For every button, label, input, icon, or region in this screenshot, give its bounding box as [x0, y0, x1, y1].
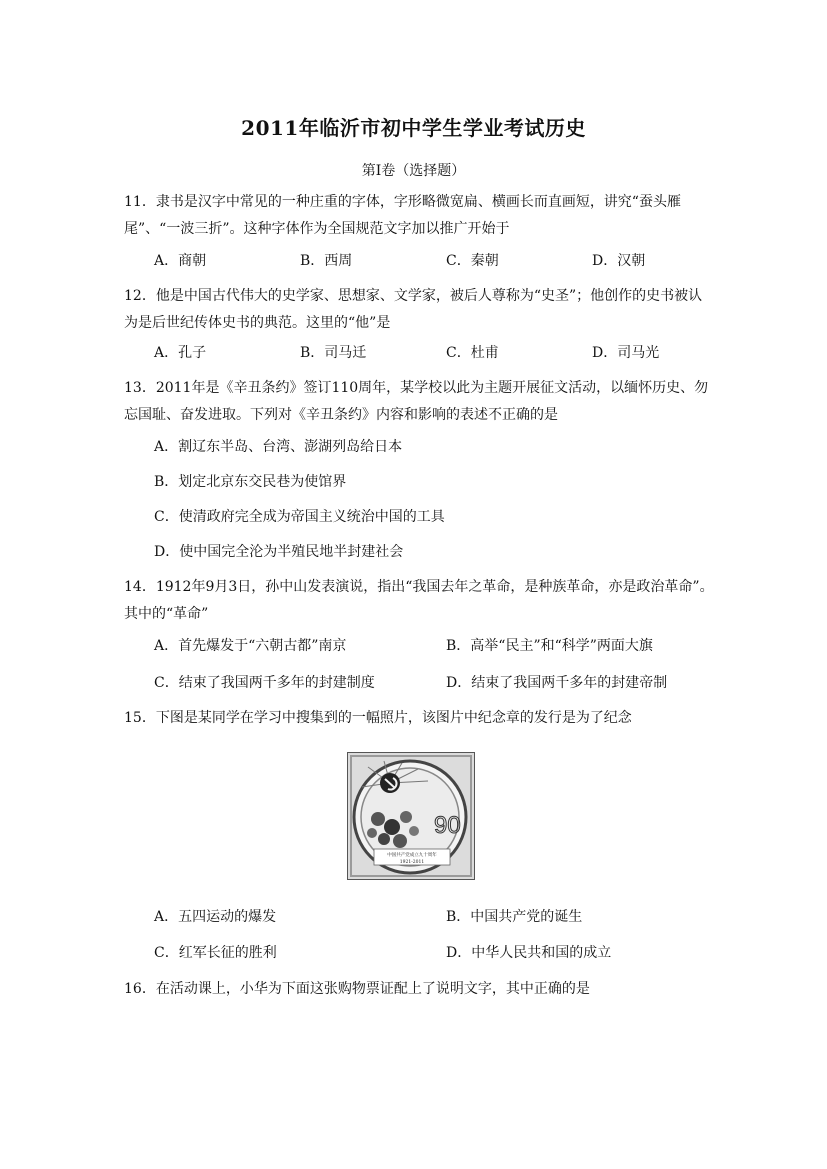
medal-drawing: [348, 753, 474, 879]
q13-option-d: D．使中国完全沦为半殖民地半封建社会: [154, 544, 404, 560]
q13-option-a: A．割辽东半岛、台湾、澎湖列岛给日本: [154, 439, 403, 455]
commemorative-medal-photo: [347, 752, 475, 880]
medal-years: 1921-2011: [399, 860, 425, 865]
question-14-stem: 14．1912年9月3日，孙中山发表演说，指出“我国去年之革命，是种族革命，亦是政治革命”。其中的“革命”: [124, 579, 714, 622]
question-11-stem: 11．隶书是汉字中常见的一种庄重的字体，字形略微宽扁、横画长而直画短，讲究“蚕头雁尾”、“一波三折”。这种字体作为全国规范文字加以推广开始于: [124, 194, 681, 237]
q12-option-b: B．司马迁: [300, 345, 367, 361]
medal-caption: 中国共产党成立九十周年: [387, 853, 437, 858]
q12-option-c: C．杜甫: [446, 345, 499, 361]
q14-option-a: A．首先爆发于“六朝古都”南京: [154, 638, 347, 654]
q15-option-c: C．红军长征的胜利: [154, 945, 277, 961]
q11-option-d: D．汉朝: [592, 253, 646, 269]
q14-option-d: D．结束了我国两千多年的封建帝制: [446, 675, 668, 691]
section-heading: 第Ⅰ卷（选择题）: [361, 163, 466, 179]
q15-option-d: D．中华人民共和国的成立: [446, 945, 612, 961]
question-16-stem: 16．在活动课上，小华为下面这张购物票证配上了说明文字，其中正确的是: [124, 981, 590, 997]
q14-option-b: B．高举“民主”和“科学”两面大旗: [446, 638, 653, 654]
question-15-stem: 15．下图是某同学在学习中搜集到的一幅照片，该图片中纪念章的发行是为了纪念: [124, 710, 632, 726]
exam-title: 2011年临沂市初中学生学业考试历史: [241, 116, 586, 140]
q13-option-c: C．使清政府完全成为帝国主义统治中国的工具: [154, 509, 445, 525]
q11-option-c: C．秦朝: [446, 253, 499, 269]
q14-option-c: C．结束了我国两千多年的封建制度: [154, 675, 375, 691]
q11-option-a: A．商朝: [154, 253, 207, 269]
q15-option-a: A．五四运动的爆发: [154, 909, 277, 925]
question-13-stem: 13．2011年是《辛丑条约》签订110周年，某学校以此为主题开展征文活动，以缅怀历史、勿忘国耻、奋发进取。下列对《辛丑条约》内容和影响的表述不正确的是: [124, 380, 709, 423]
q12-option-a: A．孔子: [154, 345, 207, 361]
q13-option-b: B．划定北京东交民巷为使馆界: [154, 474, 347, 490]
q11-option-b: B．西周: [300, 253, 353, 269]
q15-option-b: B．中国共产党的诞生: [446, 909, 583, 925]
question-12-stem: 12．他是中国古代伟大的史学家、思想家、文学家，被后人尊称为“史圣”；他创作的史书被认为是后世纪传体史书的典范。这里的“他”是: [124, 288, 703, 331]
q12-option-d: D．司马光: [592, 345, 660, 361]
medal-number: 90: [434, 812, 461, 839]
